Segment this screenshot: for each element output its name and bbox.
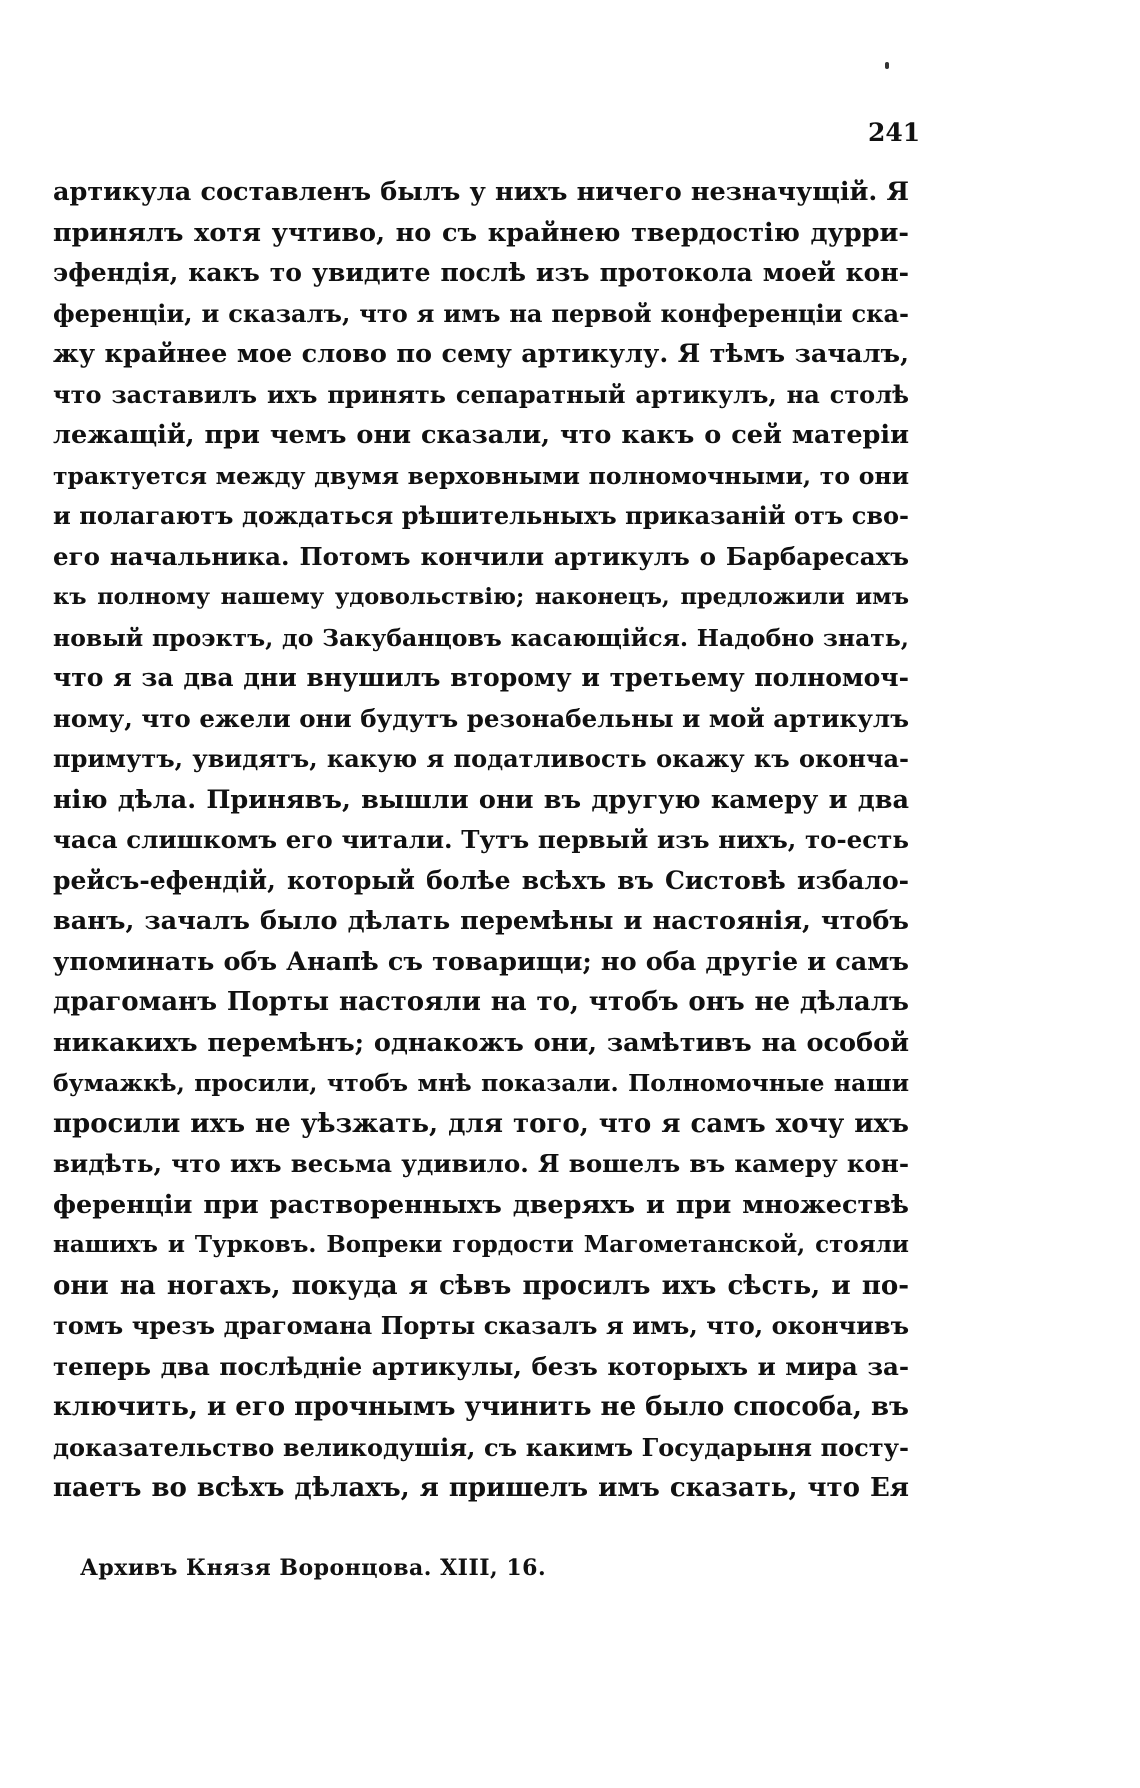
text-line: лежащій, при чемъ они сказали, что какъ о сей матеріи [53,420,909,450]
text-line: къ полному нашему удовольствію; наконецъ, предложили имъ [53,584,909,610]
body-text [53,172,909,1509]
print-speck [885,62,889,69]
text-line: упоминать объ Анапѣ съ товарищи; но оба другіе и самъ [53,946,909,977]
text-line: рейсъ-ефендій, который болѣе всѣхъ въ Систовѣ избало- [53,865,909,895]
text-line: доказательство великодушія, съ какимъ Государыня посту- [53,1432,909,1462]
text-line: ключить, и его прочнымъ учинить не было способа, въ [53,1392,909,1422]
text-line: трактуется между двумя верховными полномочными, то они [53,461,909,490]
text-line: ванъ, зачалъ было дѣлать перемѣны и настоянія, чтобъ [53,906,909,936]
text-line: нію дѣла. Принявъ, вышли они въ другую камеру и два [53,784,909,815]
text-line: паетъ во всѣхъ дѣлахъ, я пришелъ имъ сказать, что Ея [53,1473,909,1503]
text-line: часа слишкомъ его читали. Тутъ первый изъ нихъ, то-есть [53,825,909,854]
text-line: бумажкѣ, просили, чтобъ мнѣ показали. Полномочные наши [53,1069,909,1097]
text-line: принялъ хотя учтиво, но съ крайнею твердостію дурри- [53,217,909,248]
text-line: никакихъ перемѣнъ; однакожъ они, замѣтивъ на особой [53,1027,909,1058]
text-line: что я за два дни внушилъ второму и третьему полномоч- [53,663,909,692]
text-line: его начальника. Потомъ кончили артикулъ о Барбаресахъ [53,541,909,571]
text-line: видѣть, что ихъ весьма удивило. Я вошелъ въ камеру кон- [53,1149,909,1178]
text-line: томъ чрезъ драгомана Порты сказалъ я имъ, что, окончивъ [53,1311,909,1340]
text-line: жу крайнее мое слово по сему артикулу. Я тѣмъ зачалъ, [53,339,909,369]
text-line: ференціи при растворенныхъ дверяхъ и при множествѣ [53,1189,909,1220]
footer-signature: Архивъ Князя Воронцова. XIII, 16. [80,1555,547,1581]
text-line: ному, что ежели они будутъ резонабельны и мой артикулъ [53,703,909,733]
text-line: нашихъ и Турковъ. Вопреки гордости Магометанской, стояли [53,1231,909,1258]
text-line: просили ихъ не уѣзжать, для того, что я самъ хочу ихъ [53,1108,909,1139]
text-line: ференціи, и сказалъ, что я имъ на первой конференціи ска- [53,298,909,328]
text-line: эфендія, какъ то увидите послѣ изъ протокола моей кон- [53,258,909,287]
text-line: они на ногахъ, покуда я сѣвъ просилъ ихъ сѣсть, и по- [53,1270,909,1301]
text-line: что заставилъ ихъ принять сепаратный артикулъ, на столѣ [53,379,909,409]
text-line: теперь два послѣдніе артикулы, безъ которыхъ и мира за- [53,1351,909,1381]
page-number: 241 [868,118,921,147]
text-line: новый проэктъ, до Закубанцовъ касающійся. Надобно знать, [53,623,909,652]
text-line: артикула составленъ былъ у нихъ ничего незначущій. Я [53,177,909,207]
text-line: примутъ, увидятъ, какую я податливость окажу къ оконча- [53,744,909,773]
text-line: и полагаютъ дождаться рѣшительныхъ приказаній отъ сво- [53,501,909,530]
text-line: драгоманъ Порты настояли на то, чтобъ онъ не дѣлалъ [53,987,909,1017]
